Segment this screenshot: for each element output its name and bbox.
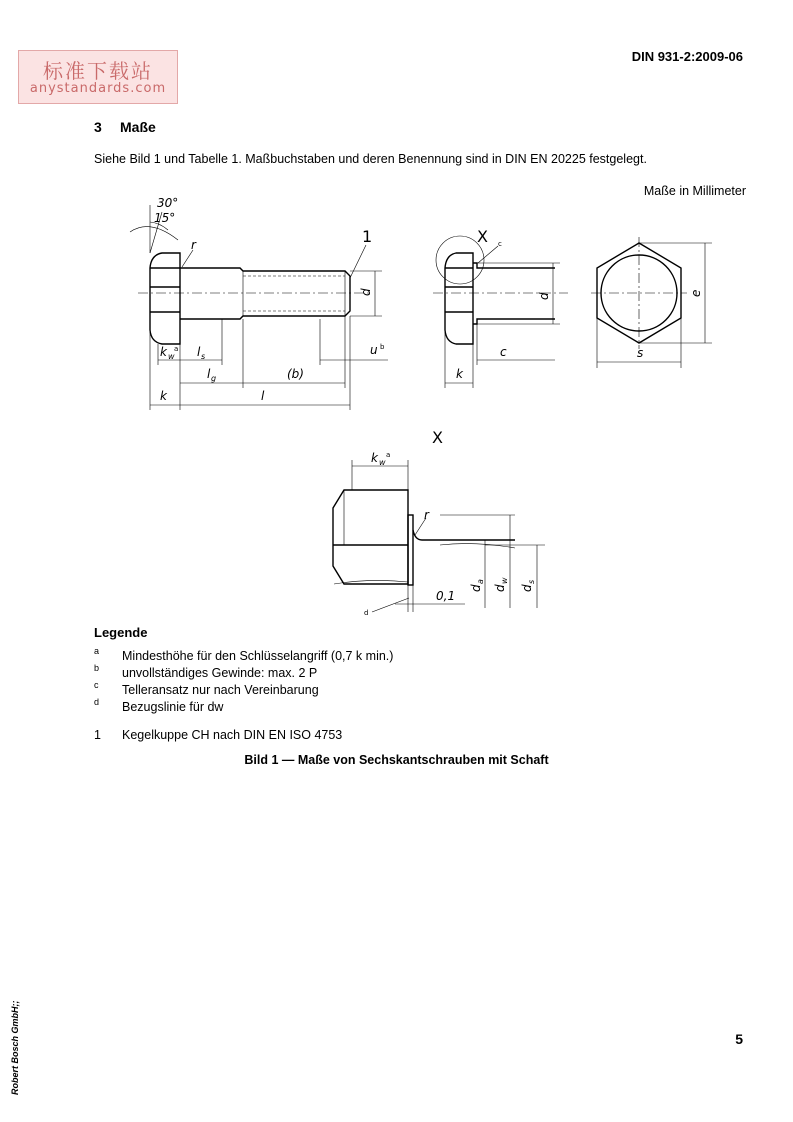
watermark-url: anystandards.com <box>29 81 167 96</box>
section-title: Maße <box>120 119 156 135</box>
legend-text: Kegelkuppe CH nach DIN EN ISO 4753 <box>122 728 343 742</box>
label-detail-kw: k <box>371 451 378 465</box>
label-da-sub: a <box>476 579 485 584</box>
label-ds: d <box>520 584 534 592</box>
label-detail-dw: d <box>493 584 507 592</box>
label-dw: d <box>537 292 551 300</box>
side-note: Robert Bosch GmbH;; <box>10 1000 20 1095</box>
legend-key: a <box>94 646 100 656</box>
label-detail-r: r <box>424 508 429 522</box>
legend-key: d <box>94 697 100 707</box>
label-d: d <box>359 288 373 296</box>
label-s: s <box>637 346 644 360</box>
legend-text: Bezugslinie für dw <box>122 700 224 714</box>
label-e: e <box>689 289 703 297</box>
label-d-note: d <box>364 609 369 617</box>
label-detail-kw-note: a <box>386 451 391 459</box>
label-b: (b) <box>287 367 304 381</box>
label-k: k <box>160 389 167 403</box>
label-detail-x: X <box>477 227 488 246</box>
label-detail-dw-sub: w <box>500 577 509 584</box>
legend-key: 1 <box>94 728 101 742</box>
label-kw-note-a: a <box>174 345 179 353</box>
label-c-note: c <box>498 240 502 248</box>
label-zero-one: 0,1 <box>436 589 456 603</box>
label-angle-30: 30° <box>157 196 179 210</box>
bolt-end-view <box>591 237 712 368</box>
label-u: u <box>370 343 378 357</box>
legend-key: c <box>94 680 99 690</box>
label-kw-sub: w <box>168 352 175 361</box>
legend-text: unvollständiges Gewinde: max. 2 P <box>122 666 318 680</box>
label-lg: l <box>207 367 211 381</box>
label-da: d <box>469 584 483 592</box>
label-detail-kw-sub: w <box>379 458 386 467</box>
label-c: c <box>500 345 507 359</box>
bolt-washer-view <box>433 227 568 388</box>
label-detail-x-title: X <box>432 428 443 447</box>
label-ls-sub: s <box>201 352 206 361</box>
label-k-2: k <box>456 367 463 381</box>
section-number: 3 <box>94 119 102 135</box>
figure-caption: Bild 1 — Maße von Sechskantschrauben mit Schaft <box>244 753 549 767</box>
label-ds-sub: s <box>527 579 536 584</box>
legend-key: b <box>94 663 100 673</box>
label-u-note-b: b <box>380 343 385 351</box>
label-r: r <box>191 238 196 252</box>
legend-title: Legende <box>94 625 148 640</box>
bolt-side-view <box>130 196 388 410</box>
label-kw: k <box>160 345 167 359</box>
label-lg-sub: g <box>211 374 217 383</box>
label-ls: l <box>197 345 201 359</box>
units-note: Maße in Millimeter <box>643 184 746 198</box>
legend-text: Mindesthöhe für den Schlüsselangriff (0,7 k min.) <box>122 649 394 663</box>
watermark-chinese: 标准下载站 <box>43 59 153 83</box>
label-angle-15: 15° <box>154 211 176 225</box>
page-number: 5 <box>735 1031 743 1047</box>
document-id: DIN 931-2:2009-06 <box>631 49 743 64</box>
label-l: l <box>261 389 265 403</box>
label-callout-1: 1 <box>362 227 373 246</box>
legend-text: Telleransatz nur nach Vereinbarung <box>122 683 319 697</box>
detail-x-view <box>333 428 545 617</box>
intro-paragraph: Siehe Bild 1 und Tabelle 1. Maßbuchstaben und deren Benennung sind in DIN EN 20225 festgelegt. <box>94 152 647 166</box>
